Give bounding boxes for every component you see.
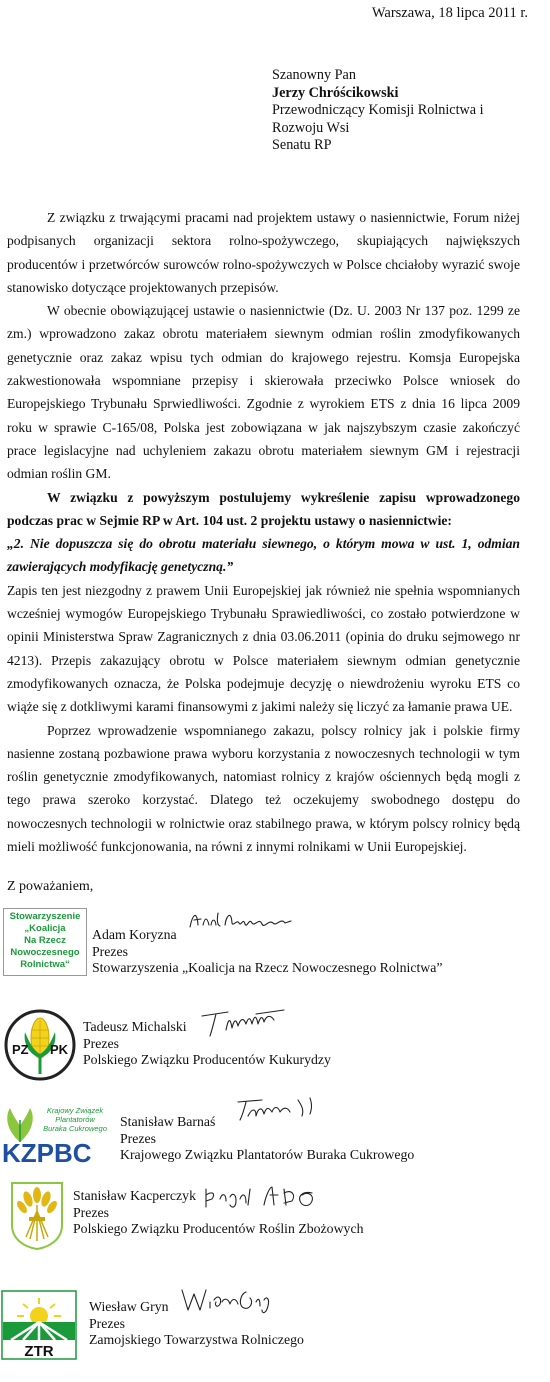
signatory-name: Stanisław Barnaś (120, 1114, 216, 1129)
pzpk-logo-pk: PK (50, 1042, 69, 1057)
signatory-role: Prezes (120, 1130, 157, 1146)
kzpbc-small-line1: Krajowy Związek (46, 1106, 104, 1115)
pzprz-logo (10, 1181, 64, 1251)
addressee-title-line1: Przewodniczący Komisji Rolnictwa i (272, 102, 484, 118)
koalicja-logo-line4: Nowoczesnego (10, 947, 80, 958)
signature-kacperczyk (200, 1181, 360, 1211)
addressee-block (272, 67, 484, 155)
pzpk-logo (3, 1008, 77, 1082)
kzpbc-logo (0, 1104, 112, 1166)
kzpbc-small-line2: Plantatorów (55, 1115, 95, 1124)
signatory-org: Stowarzyszenia „Koalicja na Rzecz Nowoczesnego Rolnictwa” (92, 960, 443, 975)
signatory-org: Polskiego Związku Producentów Roślin Zbożowych (73, 1221, 364, 1236)
letter-date: Warszawa, 18 lipca 2011 r. (371, 5, 528, 21)
signature-michalski (198, 1006, 298, 1040)
paragraph-2: W obecnie obowiązującej ustawie o nasiennictwie (Dz. U. 2003 Nr 137 poz. 1299 ze zm.) wprowadzono zakaz obrotu materiałem siewnym odmian roślin zmodyfikowanych genetycznie oraz zakaz wpisu tych odmian do krajowego rejestru. Komsja Europejska zakwestionowała wspomniane przepisy i skierowała przeciwko Polsce wniosek do Europejskiego Trybunału Sprwiedliwości. Zgodnie z wyrokiem ETS z dnia 16 lipca 2009 roku w sprawie C-165/08, Polska jest zobowiązana w jak najszybszym czasie zakończyć prace legislacyjne nad uchyleniem zakazu obrotu materiałem siewnym GM i rejestracji odmian roślin GM. (7, 303, 520, 482)
signatory-role: Prezes (83, 1035, 120, 1051)
signatory-name: Adam Koryzna (92, 927, 177, 942)
signatory-name: Wiesław Gryn (89, 1299, 169, 1314)
signatory-name: Stanisław Kacperczyk (73, 1188, 196, 1203)
kzpbc-logo-text: KZPBC (2, 1138, 92, 1168)
signatory-role: Prezes (89, 1315, 126, 1331)
letter-body (7, 206, 520, 858)
signatory-org: Polskiego Związku Producentów Kukurydzy (83, 1052, 331, 1067)
addressee-title-line3: Senatu RP (272, 137, 332, 153)
paragraph-1: Z związku z trwającymi pracami nad projektem ustawy o nasiennictwie, Forum niżej podpisanych organizacji sektora rolno-spożywczego, skupiających największych producentów i przetwórców surowców rolno-spożywczych w Polsce chciałoby wyrazić swoje stanowisko dotyczące projektowanych przepisów. (7, 210, 520, 295)
signature-gryn (178, 1284, 278, 1318)
signature-koryzna (185, 905, 305, 935)
ztr-logo (1, 1290, 77, 1360)
ztr-logo-text: ZTR (24, 1343, 54, 1360)
signatory-name: Tadeusz Michalski (83, 1019, 187, 1034)
koalicja-logo-line5: Rolnictwa“ (20, 959, 70, 970)
signatory-org: Krajowego Związku Plantatorów Buraka Cukrowego (120, 1147, 415, 1162)
signatory-role: Prezes (73, 1204, 110, 1220)
paragraph-4: Poprzez wprowadzenie wspomnianego zakazu, polscy rolnicy jak i polskie firmy nasienne zostaną pozbawione prawa wyboru korzystania z nowoczesnych technologii w tym roślin genetycznie zmodyfikowanych, natomiast rolnicy z krajów ościennych będą mogli z tego prawa szeroko korzystać. Dlatego też oczekujemy swobodnego dostępu do nowoczesnych technologii w rolnictwie oraz stabilnego prawa, w którym polscy rolnicy będą mieli możliwość funkcjonowania, na równi z innymi rolnikami w Unii Europejskiej. (7, 722, 520, 855)
addressee-name: Jerzy Chróścikowski (272, 84, 399, 101)
addressee-title-line2: Rozwoju Wsi (272, 119, 350, 136)
quoted-provision: „2. Nie dopuszcza się do obrotu materiału siewnego, o którym mowa w ust. 1, odmian zawierających modyfikację genetyczną.” (7, 536, 520, 575)
closing-phrase: Z poważaniem, (7, 879, 94, 894)
signatory-role: Prezes (92, 943, 129, 959)
signature-barnas (232, 1094, 324, 1124)
pzpk-logo-pz: PZ (12, 1042, 29, 1057)
addressee-salutation: Szanowny Pan (272, 67, 356, 83)
koalicja-logo-line1: Stowarzyszenie (9, 911, 81, 922)
koalicja-logo-line3: Na Rzecz (24, 935, 66, 946)
paragraph-3: Zapis ten jest niezgodny z prawem Unii Europejskiej jak również nie spełnia wspomnianych wcześniej wymogów Europejskiego Trybunału Sprawiedliwości, co zostało potwierdzone w opinii Ministerstwa Spraw Zagranicznych z dnia 03.06.2011 (opinia do druku sejmowego nr 4213). Przepis zakazujący obrotu w Polsce materiałem siewnym odmian genetycznie zmodyfikowanych oznacza, że Polska podejmuje decyzję o niewdrożeniu wyroku ETS co wiąże się z dotkliwymi karami finansowymi z jakimi należy się liczyć za łamanie prawa UE. (7, 582, 520, 715)
signatory-org: Zamojskiego Towarzystwa Rolniczego (89, 1332, 304, 1347)
kzpbc-small-line3: Buraka Cukrowego (43, 1124, 107, 1133)
paragraph-postulate: W związku z powyższym postulujemy wykreślenie zapisu wprowadzonego podczas prac w Sejmie RP w Art. 104 ust. 2 projektu ustawy o nasiennictwie: (7, 489, 520, 528)
koalicja-logo (3, 908, 87, 976)
koalicja-logo-line2: „Koalicja (24, 923, 66, 934)
